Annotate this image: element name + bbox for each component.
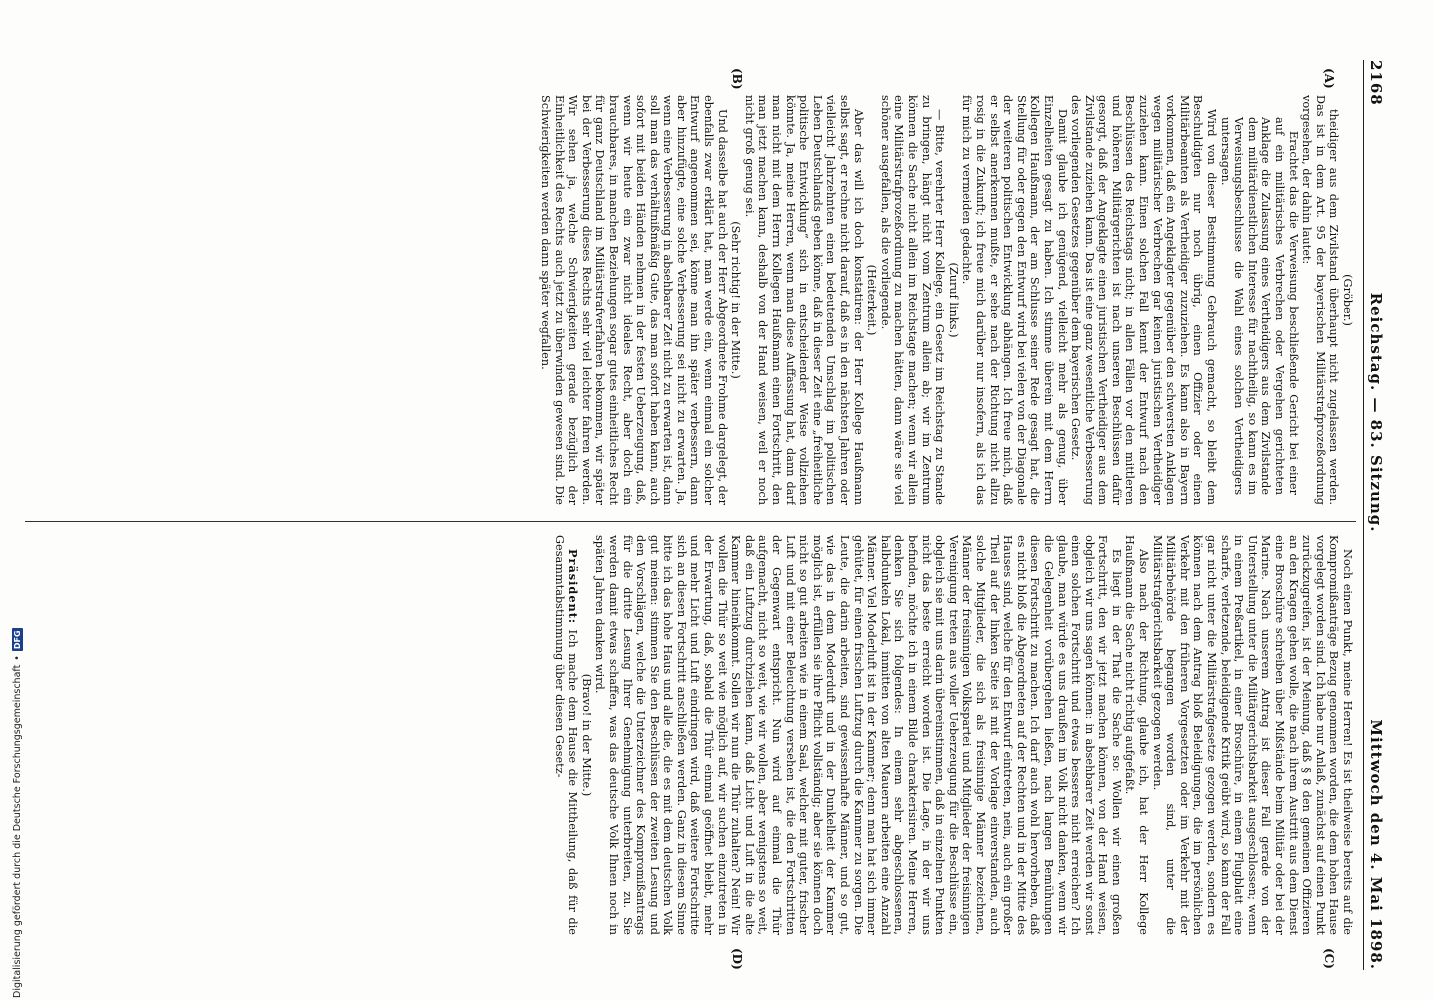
left-column	[20, 95, 1354, 505]
stage-direction: (Sehr richtig! in der Mitte.)	[729, 221, 743, 379]
paragraph: Aber das will ich doch konstatiren: der Herr Kollege Haußmann selbst sagt, er rechne nicht darauf, daß es in den nächsten Jahren oder vielleicht Jahrzehnten einen bedeutenden Umschlag im politischen Leben Deutschlands geben könne, daß in dieser Zeit eine „freiheitliche politische Entwicklung“ sich in entscheidender Weise vollziehen könnte. Ja, meine Herren, wenn man diese Auffassung hat, dann darf man nicht mit dem Herrn Kollegen Haußmann einen Fortschritt, den man jetzt machen kann, deshalb von der Hand weisen, weil er noch nicht groß genug sei.	[742, 95, 865, 505]
president-paragraph	[552, 535, 579, 935]
marker-c: (C)	[1322, 948, 1336, 969]
paragraph: — Bitte, verehrter Herr Kollege, ein Gesetz im Reichstag zu Stande zu bringen, hängt nicht vom Zentrum allein ab; wir im Zentrum können die Sache nicht allein im Reichstage machen; wenn wir allein eine Militärstrafprozeßordnung zu machen hätten, dann wäre sie viel schöner ausgefallen, als die vorliegende.	[878, 95, 947, 505]
speaker-name: Präsident:	[566, 549, 581, 625]
dfg-logo-icon: DFG	[12, 630, 22, 650]
digitization-credit-strip	[6, 620, 26, 1000]
marker-b: (B)	[730, 68, 744, 90]
paragraph: theidiger aus dem Zivilstand überhaupt nicht zugelassen werden. Das ist in dem Art. 95 der bayerischen Militärstrafprozeßordnung vorgesehen, der dahin lautet:	[1300, 95, 1341, 505]
paragraph: Damit glaube ich genügend, vielleicht mehr als genug, über Einzelheiten gesagt zu haben. Ich stimme überein mit dem Herrn Kollegen Haußmann, der am Schlusse seiner Rede gesagt hat, die Stellung für oder gegen den Entwurf wird bei vielen von der Diagonale der weiteren politischen Entwicklung abhängen. Ich freue mich, daß er selbst anerkennen mußte, er sehe nach der Richtung nicht allzu rosig in die Zukunft; ich freue mich darüber nur insofern, als ich das für mich zu vermeiden gedachte.	[960, 95, 1069, 505]
marker-d: (D)	[730, 948, 744, 970]
stage-direction: (Gröber.)	[1341, 274, 1354, 326]
page-header-date: Mittwoch den 4. Mai 1898.	[1367, 719, 1385, 970]
marker-a: (A)	[1322, 68, 1336, 89]
right-column	[20, 535, 1354, 935]
speech-text: Ich mache dem Hause die Mittheilung, daß für die Gesammtabstimmung über diesen Gesetz-	[552, 535, 580, 935]
digitization-credit: Digitalisierung gefördert durch die Deutsche Forschungsgemeinschaft • DFG	[11, 630, 23, 998]
page-number: 2168	[1367, 60, 1385, 106]
paragraph: Also nach der Richtung, glaube ich, hat der Herr Kollege Haußmann die Sache nicht richtig aufgefaßt.	[1123, 535, 1151, 935]
paragraph: Und dasselbe hat auch der Herr Abgeordnete Frohme dargelegt, der ebenfalls zwar erklärt hat, man werde ein, wenn einmal ein solcher Entwurf angenommen sei, könne man ihn später verbessern, dann aber hinzufügte, eine solche Verbesserung sei nicht zu erwarten. Ja, wenn eine Verbesserung in absehbarer Zeit nicht zu erwarten ist, dann soll man das verhältnißmäßig Gute, das man sofort haben kann, auch sofort mit beiden Händen nehmen in der festen Ueberzeugung, daß, wenn wir heute ein zwar nicht ideales Recht, aber doch ein brauchbares, in manchen Beziehungen sogar gutes einheitliches Recht für ganz Deutschland im Militärstrafverfahren bekommen, wir später bei der Verbesserung dieses Rechts sehr viel leichter fahren werden. Wir sehen ja, welche Schwierigkeiten gerade bezüglich der Einheitlichkeit des Rechts auch jetzt zu überwinden gewesen sind. Die Schwierigkeiten werden dann später wegfallen.	[538, 95, 729, 505]
stage-direction: (Zuruf links.)	[946, 262, 960, 338]
stage-direction: (Heiterkeit.)	[865, 264, 879, 336]
paragraph: Es liegt in der That die Sache so: Wollen wir einen großen Fortschritt, den wir jetzt machen können, von der Hand weisen, obgleich wir uns sagen können: in absehbarer Zeit werden wir sonst einen solchen Fortschritt und etwas besseres nicht erreichen? Ich glaube, man würde es uns draußen im Volk nicht danken, wenn wir die Gelegenheit vorübergehen ließen, nach langen Bemühungen diesen Fortschritt zu machen. Ich darf auch wohl hervorheben, daß es nicht bloß die Abgeordneten auf der Rechten und in der Mitte des Hauses sind, welche für den Entwurf eintreten, nein, auch ein großer Theil auf der linken Seite ist mit der Vorlage einverstanden, auch solche Mitglieder, die sich als freisinnige Männer bezeichnen, Männer der freisinnigen Volkspartei und Mitglieder der freisinnigen Vereinigung treten aus voller Ueberzeugung für die Beschlüsse ein, obgleich sie mit uns darin übereinstimmen, daß in einzelnen Punkten nicht das beste erreicht worden ist. Die Lage, in der wir uns befinden, möchte ich in einem Bilde charakterisiren. Meine Herren, denken Sie sich folgendes: In einem sehr abgeschlossenen, halbdunkeln Lokal, inmitten von alten Mauern arbeiten eine Anzahl Männer. Viel Moderluft ist in der Kammer; denn man hat sich immer gehütet, für einen frischen Luftzug durch die Kammer zu sorgen. Die Leute, die darin arbeiten, sind gewissenhafte Männer, und so gut, wie das in dem Moderduft und in der Dunkelheit der Kammer möglich ist, erfüllen sie ihre Pflicht vollständig; aber sie können doch nicht so gut arbeiten wie in einem Saal, welcher mit guter, frischer Luft und mit einer Beleuchtung versehen ist, die den Fortschritten der Gegenwart entspricht. Nun wird auf einmal die Thür aufgemacht, nicht so weit, wie wir wollen, aber wenigstens so weit, daß ein Luftzug durchziehen kann, daß Licht und Luft in die alte Kammer hineinkommt. Sollen wir nun die Thür zuhalten? Nein! Wir wollen die Thür so weit wie möglich auf, wir suchen einzutreten in der Erwartung, daß, sobald die Thür einmal geöffnet bleibt, mehr und mehr Licht und Luft eindringen wird, daß weitere Fortschritte sich an diesen Fortschritt anschließen werden. Ganz in diesem Sinne bitte ich das hohe Haus und alle die, die es mit dem deutschen Volk gut meinen: stimmen Sie den Beschlüssen der zweiten Lesung und den Vorschlägen, welche die Unterzeichner des Kompromißantrags für die dritte Lesung Ihrer Genehmigung unterbreiten, zu. Sie werden damit etwas schaffen, was das deutsche Volk Ihnen noch in späten Jahren danken wird.	[593, 535, 1123, 935]
quoted-article: Erachtet das die Verweisung beschließende Gericht bei einer auf ein militärisches Verbrechen oder Vergehen gerichteten Anklage die Zulassung eines Vertheidigers aus dem Zivilstande dem militärdienstlichen Interesse für nachtheilig, so kann es im Verweisungsbeschlusse die Wahl eines solchen Vertheidigers untersagen.	[1218, 117, 1300, 495]
digitization-credit-text: Digitalisierung gefördert durch die Deutsche Forschungsgemeinschaft	[11, 664, 23, 998]
stage-direction: (Bravo! in der Mitte.)	[579, 673, 593, 797]
page-header	[1363, 60, 1386, 970]
column-divider	[25, 521, 1356, 522]
paragraph: Wird von dieser Bestimmung Gebrauch gemacht, so bleibt dem Beschuldigten nur noch übrig, einen Offizier oder einen Militärbeamten als Vertheidiger zuzuziehen. Es kann also in Bayern vorkommen, daß ein Angeklagter gegenüber den schwersten Anklagen wegen militärischer Verbrechen gar keinen juristischen Vertheidiger zuziehen kann. Einen solchen Fall kennt der Entwurf nach den Beschlüssen des Reichstags nicht; in allen Fällen vor den mittleren und höheren Militärgerichten ist nach unseren Beschlüssen dafür gesorgt, daß der Angeklagte einen juristischen Vertheidiger aus dem Zivilstande zuziehen kann. Das ist eine ganz wesentliche Verbesserung des vorliegenden Gesetzes gegenüber dem bayerischen Gesetz.	[1069, 95, 1219, 505]
page-header-title: Reichstag. — 83. Sitzung.	[1367, 292, 1385, 533]
paragraph: Noch einen Punkt, meine Herren! Es ist theilweise bereits auf die Kompromißanträge Bezug genommen worden, die dem hohen Hause vorgelegt worden sind. Ich habe nur Anlaß, zunächst auf einen Punkt zurückzugreifen, ist der Meinung, daß § 8 den gemeinen Offizieren an den Kragen gehen wolle, die nach ihrem Austritt aus dem Dienst eine Broschüre schreiben über Mißstände beim Militär oder bei der Marine. Nach unserem Antrag ist dieser Fall gerade von der Unterstellung unter die Militärgerichtsbarkeit ausgeschlossen; wenn in einem Preßartikel, in einer Broschüre, in einem Flugblatt eine scharfe, verletzende, beleidigende Kritik geübt wird, so kann der Fall gar nicht unter die Militärstrafgesetze gezogen werden, sondern es können nach dem Antrag bloß Beleidigungen, die im persönlichen Verkehr mit den früheren Vorgesetzten oder im Verkehr mit der Militärbehörde begangen worden sind, unter die Militärstrafgerichtsbarkeit gezogen werden.	[1150, 535, 1354, 935]
